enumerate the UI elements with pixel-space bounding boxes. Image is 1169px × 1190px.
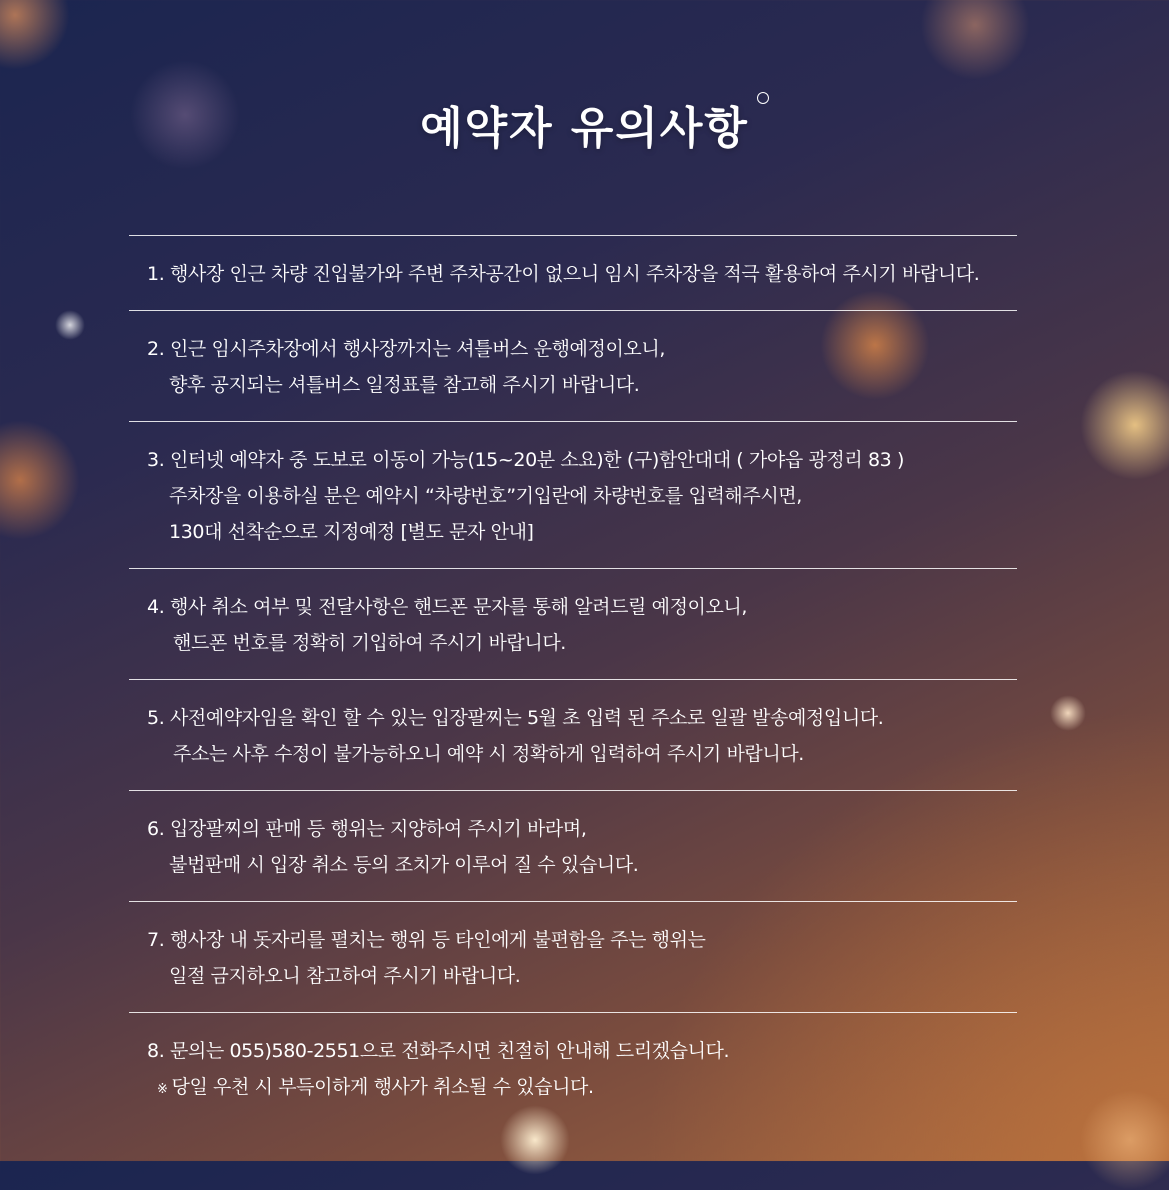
bokeh-light	[0, 420, 80, 540]
bokeh-light	[55, 310, 85, 340]
notice-line: 주차장을 이용하실 분은 예약시 “차량번호”기입란에 차량번호를 입력해주시면,	[169, 485, 802, 507]
bokeh-light	[1050, 695, 1086, 731]
notice-line: 2. 인근 임시주차장에서 행사장까지는 셔틀버스 운행예정이오니,	[147, 338, 665, 360]
notice-item-3	[129, 422, 1017, 568]
bokeh-light	[1080, 370, 1169, 480]
notice-line: 1. 행사장 인근 차량 진입불가와 주변 주차공간이 없으니 임시 주차장을 적극 활용하여 주시기 바랍니다.	[147, 263, 980, 285]
page-title-text: 예약자 유의사항	[420, 103, 749, 154]
notice-item-7	[129, 902, 1017, 1012]
notice-line: 6. 입장팔찌의 판매 등 행위는 지양하여 주시기 바라며,	[147, 818, 587, 840]
notice-line: 7. 행사장 내 돗자리를 펼치는 행위 등 타인에게 불편함을 주는 행위는	[147, 929, 706, 951]
notice-item-2	[129, 311, 1017, 421]
notice-line: 당일 우천 시 부득이하게 행사가 취소될 수 있습니다.	[171, 1076, 594, 1098]
reference-mark-icon: ※	[157, 1082, 168, 1097]
bokeh-light	[920, 0, 1030, 80]
page-title	[420, 92, 749, 156]
title-area	[0, 92, 1169, 156]
circle-ornament-icon	[757, 92, 769, 104]
notice-line: 핸드폰 번호를 정확히 기입하여 주시기 바랍니다.	[173, 632, 566, 654]
notice-item-5	[129, 680, 1017, 790]
notice-item-4	[129, 569, 1017, 679]
notice-line: 130대 선착순으로 지정예정 [별도 문자 안내]	[169, 521, 534, 543]
bokeh-light	[1080, 1090, 1169, 1190]
notice-line: 5. 사전예약자임을 확인 할 수 있는 입장팔찌는 5월 초 입력 된 주소로 일괄 발송예정입니다.	[147, 707, 884, 729]
notice-sub-line	[147, 1069, 1017, 1108]
notice-line: 3. 인터넷 예약자 중 도보로 이동이 가능(15~20분 소요)한 (구)함안대대 ( 가야읍 광정리 83 )	[147, 449, 904, 471]
notice-line: 불법판매 시 입장 취소 등의 조치가 이루어 질 수 있습니다.	[169, 854, 639, 876]
notice-item-1	[129, 236, 1017, 310]
notice-item-8	[129, 1013, 1017, 1126]
notice-line: 8. 문의는 055)580-2551으로 전화주시면 친절히 안내해 드리겠습니다.	[147, 1040, 730, 1062]
notice-line: 일절 금지하오니 참고하여 주시기 바랍니다.	[169, 965, 521, 987]
notice-line: 향후 공지되는 셔틀버스 일정표를 참고해 주시기 바랍니다.	[169, 374, 640, 396]
notice-line: 주소는 사후 수정이 불가능하오니 예약 시 정확하게 입력하여 주시기 바랍니다.	[173, 743, 804, 765]
notice-item-6	[129, 791, 1017, 901]
bokeh-light	[0, 0, 70, 70]
notice-line: 4. 행사 취소 여부 및 전달사항은 핸드폰 문자를 통해 알려드릴 예정이오니,	[147, 596, 748, 618]
notice-list	[129, 235, 1017, 1126]
